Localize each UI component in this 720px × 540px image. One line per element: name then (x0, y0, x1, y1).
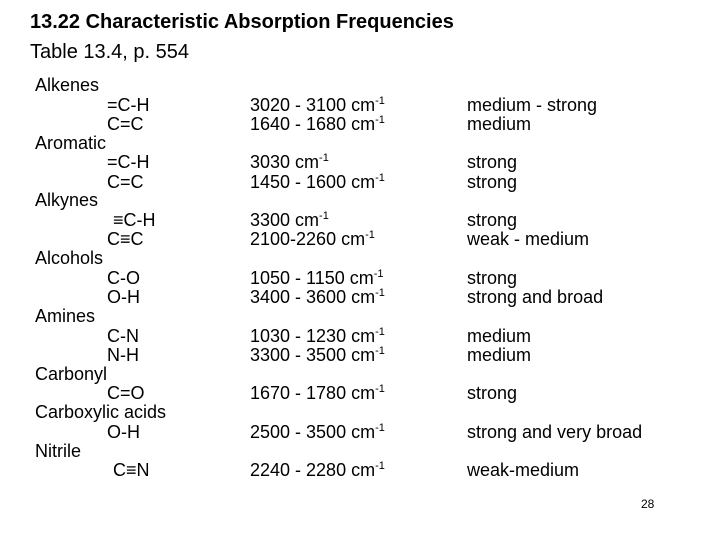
page-number: 28 (641, 497, 655, 511)
bond-label: N-H (107, 345, 139, 365)
frequency-range: 3300 $cm^{-1}$ (250, 210, 329, 230)
bond-label: C=C (107, 172, 144, 192)
bond-label: =C-H (107, 95, 150, 115)
frequency-range: 3030 $cm^{-1}$ (250, 152, 329, 172)
category-carboxylic-acids: Carboxylic acids (35, 402, 167, 422)
intensity-label: strong (467, 172, 518, 192)
category-nitrile: Nitrile (35, 441, 82, 461)
frequency-range: 3300 - 3500 $cm^{-1}$ (250, 345, 385, 365)
intensity-label: strong and very broad (467, 422, 643, 442)
category-alcohols: Alcohols (35, 248, 104, 268)
category-alkynes: Alkynes (35, 190, 99, 210)
intensity-label: medium (467, 326, 532, 346)
intensity-label: medium (467, 345, 532, 365)
frequency-range: 1050 - 1150 $cm^{-1}$ (250, 268, 384, 288)
bond-label: O-H (107, 287, 140, 307)
table-reference: Table 13.4, p. 554 (30, 41, 190, 63)
bond-label: O-H (107, 422, 140, 442)
intensity-label: weak - medium (467, 229, 590, 249)
category-aromatic: Aromatic (35, 133, 107, 153)
bond-label: ≡C-H (113, 210, 156, 230)
frequency-range: 3020 - 3100 $cm^{-1}$ (250, 95, 385, 115)
frequency-range: 1670 - 1780 $cm^{-1}$ (250, 383, 385, 403)
bond-label: C-O (107, 268, 140, 288)
frequency-range: 2240 - 2280 $cm^{-1}$ (250, 460, 385, 480)
bond-label: C-N (107, 326, 139, 346)
frequency-range: 1030 - 1230 $cm^{-1}$ (250, 326, 385, 346)
intensity-label: strong (467, 210, 518, 230)
intensity-label: strong (467, 152, 518, 172)
category-carbonyl: Carbonyl (35, 364, 108, 384)
bond-label: =C-H (107, 152, 150, 172)
intensity-label: strong (467, 383, 518, 403)
bond-label: C≡C (107, 229, 144, 249)
bond-label: C≡N (113, 460, 150, 480)
frequency-range: 2500 - 3500 $cm^{-1}$ (250, 422, 385, 442)
frequency-range: 3400 - 3600 $cm^{-1}$ (250, 287, 385, 307)
category-alkenes: Alkenes (35, 75, 100, 95)
frequency-range: 1450 - 1600 $cm^{-1}$ (250, 172, 385, 192)
intensity-label: weak-medium (467, 460, 580, 480)
frequency-range: 2100-2260 $cm^{-1}$ (250, 229, 375, 249)
intensity-label: medium (467, 114, 532, 134)
frequency-range: 1640 - 1680 $cm^{-1}$ (250, 114, 385, 134)
intensity-label: strong (467, 268, 518, 288)
intensity-label: strong and broad (467, 287, 604, 307)
bond-label: C=O (107, 383, 145, 403)
intensity-label: medium - strong (467, 95, 598, 115)
bond-label: C=C (107, 114, 144, 134)
slide-title: 13.22 Characteristic Absorption Frequencies (30, 11, 454, 33)
category-amines: Amines (35, 306, 96, 326)
